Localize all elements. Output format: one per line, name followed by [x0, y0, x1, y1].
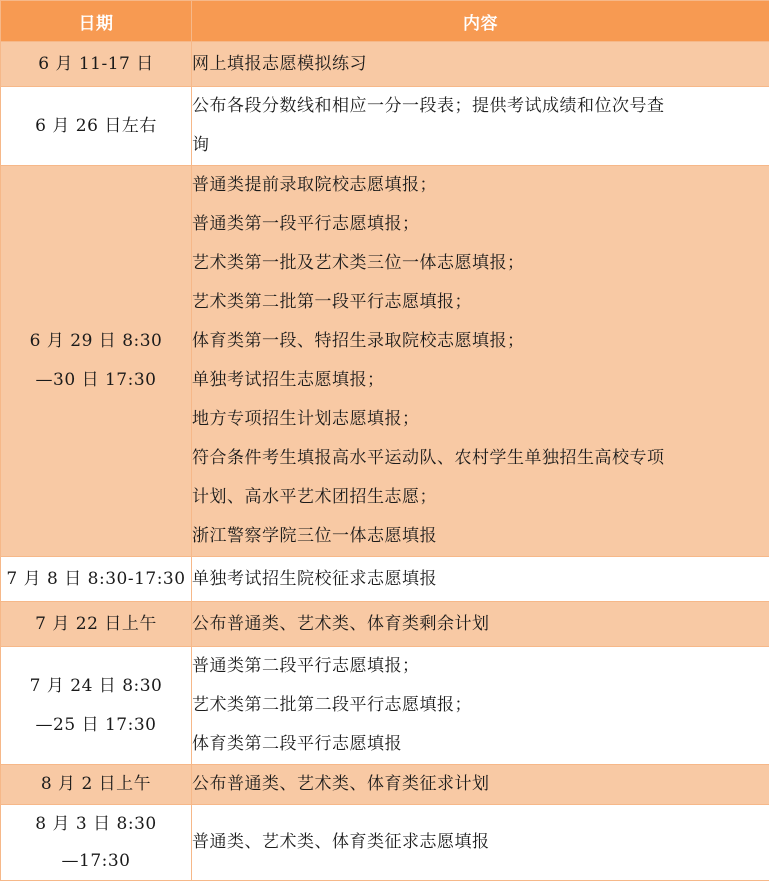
- date-cell: [1, 647, 192, 765]
- table-row: [1, 602, 769, 647]
- date-text: 7 月 24 日 8:30: [29, 675, 163, 696]
- content-text: 符合条件考生填报高水平运动队、农村学生单独招生高校专项: [192, 448, 665, 468]
- date-text: —30 日 17:30: [35, 370, 157, 390]
- content-cell: [192, 557, 769, 602]
- table-header-row: [1, 1, 769, 42]
- content-cell: [192, 87, 769, 166]
- content-cell: [192, 765, 769, 805]
- content-text: 体育类第二段平行志愿填报: [192, 734, 402, 754]
- date-text: 6 月 11-17 日: [38, 53, 154, 74]
- date-text: —17:30: [61, 850, 131, 871]
- content-text: 单独考试招生志愿填报；: [192, 370, 385, 390]
- table-row: [1, 805, 769, 881]
- date-cell: [1, 557, 192, 602]
- content-text: 普通类第一段平行志愿填报；: [192, 214, 420, 234]
- header-content: 内容: [192, 1, 769, 42]
- content-text: 公布普通类、艺术类、体育类征求计划: [192, 774, 490, 794]
- date-text: 6 月 29 日 8:30: [29, 331, 163, 351]
- content-text: 浙江警察学院三位一体志愿填报: [192, 526, 437, 546]
- content-text: 普通类第二段平行志愿填报；: [192, 656, 420, 676]
- header-date: 日期: [1, 1, 192, 42]
- content-cell: [192, 602, 769, 647]
- date-cell: [1, 765, 192, 805]
- content-text: 询: [192, 135, 210, 155]
- content-text: 公布各段分数线和相应一分一段表；提供考试成绩和位次号查: [192, 96, 665, 116]
- date-cell: [1, 42, 192, 87]
- date-text: 8 月 2 日上午: [40, 774, 152, 794]
- date-cell: [1, 602, 192, 647]
- date-text: —25 日 17:30: [35, 714, 157, 735]
- content-text: 艺术类第一批及艺术类三位一体志愿填报；: [192, 253, 525, 273]
- table-row: [1, 42, 769, 87]
- table-row: [1, 557, 769, 602]
- content-text: 网上填报志愿模拟练习: [192, 53, 367, 74]
- content-text: 地方专项招生计划志愿填报；: [192, 409, 420, 429]
- content-text: 单独考试招生院校征求志愿填报: [192, 568, 437, 589]
- content-text: 体育类第一段、特招生录取院校志愿填报；: [192, 331, 525, 351]
- date-text: 6 月 26 日左右: [35, 115, 157, 136]
- date-cell: [1, 87, 192, 166]
- content-cell: [192, 805, 769, 881]
- table-row: [1, 647, 769, 765]
- content-text: 普通类提前录取院校志愿填报；: [192, 175, 437, 195]
- content-cell: [192, 647, 769, 765]
- table-row: [1, 166, 769, 557]
- date-cell: [1, 805, 192, 881]
- table-row: [1, 765, 769, 805]
- table-row: [1, 87, 769, 166]
- content-cell: [192, 166, 769, 557]
- content-text: 公布普通类、艺术类、体育类剩余计划: [192, 613, 490, 634]
- date-text: 7 月 8 日 8:30-17:30: [6, 568, 186, 589]
- content-text: 计划、高水平艺术团招生志愿；: [192, 487, 437, 507]
- content-cell: [192, 42, 769, 87]
- date-text: 7 月 22 日上午: [35, 613, 157, 634]
- content-text: 艺术类第二批第一段平行志愿填报；: [192, 292, 472, 312]
- content-text: 艺术类第二批第二段平行志愿填报；: [192, 695, 472, 715]
- date-text: 8 月 3 日 8:30: [35, 813, 157, 834]
- date-cell: [1, 166, 192, 557]
- content-text: 普通类、艺术类、体育类征求志愿填报: [192, 832, 490, 852]
